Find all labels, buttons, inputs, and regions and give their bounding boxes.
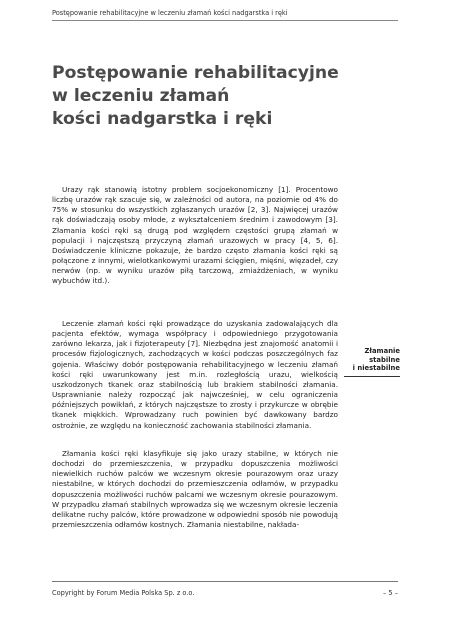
margin-note-line: i niestabilne (352, 364, 400, 372)
title-line: kości nadgarstka i ręki (52, 109, 273, 129)
body-paragraph: Złamania kości ręki klasyfikuje się jako urazy stabilne, w których nie dochodzi do przemieszczenia, w przypadku dopuszczenia możliwości niewielkich ruchów palców we wczesnym okresie pourazowym oraz urazy niestabilne, w których dochodzi do przemieszczenia odłamów, w przypadku dopuszczenia możliwości ruchów palcami we wczesnym okresie pourazowym. W przypadku złamań stabilnych wprowadza się we wczesnym okresie leczenia delikatne ruchy palców, które prowadzone w odpowiedni sposób nie powodują przemieszczenia odłamów kostnych. Złamania niestabilne, nakłada- (52, 449, 338, 530)
running-header: Postępowanie rehabilitacyjne w leczeniu złamań kości nadgarstka i ręki (52, 9, 398, 21)
margin-note-line: Złamanie (364, 347, 400, 355)
title-line: Postępowanie rehabilitacyjne (52, 63, 339, 83)
title-line: w leczeniu złamań (52, 86, 230, 106)
body-paragraph: Urazy rąk stanowią istotny problem socjoekonomiczny [1]. Procentowo liczbę urazów rąk szacuje się, w zależności od autora, na poziomie od 4% do 75% w stosunku do wszystkich zgłaszanych urazów [2, 3]. Najwięcej urazów rąk doświadczają osoby młode, z wykształceniem średnim i zawodowym [3]. Złamania kości ręki są drugą pod względem częstości grupą złamań w populacji i najczęstszą przyczyną złamań urazowych w pracy [4, 5, 6]. Doświadczenie kliniczne pokazuje, że bardzo często złamania kości ręki są połączone z innymi, wielotkankowymi urazami ścięgien, mięśni, więzadeł, czy nerwów (np. w wyniku urazów piłą tarczową, zmiażdżeniach, w wyniku wybuchów itd.). (52, 185, 338, 286)
copyright-text: Copyright by Forum Media Polska Sp. z o.o. (52, 589, 195, 597)
body-paragraph: Leczenie złamań kości ręki prowadzące do uzyskania zadowalających dla pacjenta efektów, wymaga współpracy i odpowiedniego przygotowania zarówno lekarza, jak i fizjoterapeuty [7]. Niezbędna jest znajomość anatomii i procesów fizjologicznych, zachodzących w kości podczas poszczególnych faz gojenia. Właściwy dobór postępowania rehabilitacyjnego w leczeniu złamań kości ręki uwarunkowany jest m.in. rozległością urazu, wielkością uszkodzonych tkanek oraz stabilnością lub brakiem stabilności złamania. Usprawnianie należy rozpocząć jak najwcześniej, w celu ograniczenia późniejszych powikłań, z których najczęstsze to zrosty i przykurcze w obrębie tkanek miękkich. Wprowadzany ruch powinien być dawkowany bardzo ostrożnie, ze względu na konieczność zachowania stabilności złamania. (52, 319, 338, 430)
page-number: – 5 – (383, 589, 398, 597)
page-footer (52, 581, 398, 597)
article-title (52, 62, 382, 131)
margin-note-line: stabilne (369, 355, 400, 364)
margin-note (344, 347, 400, 377)
